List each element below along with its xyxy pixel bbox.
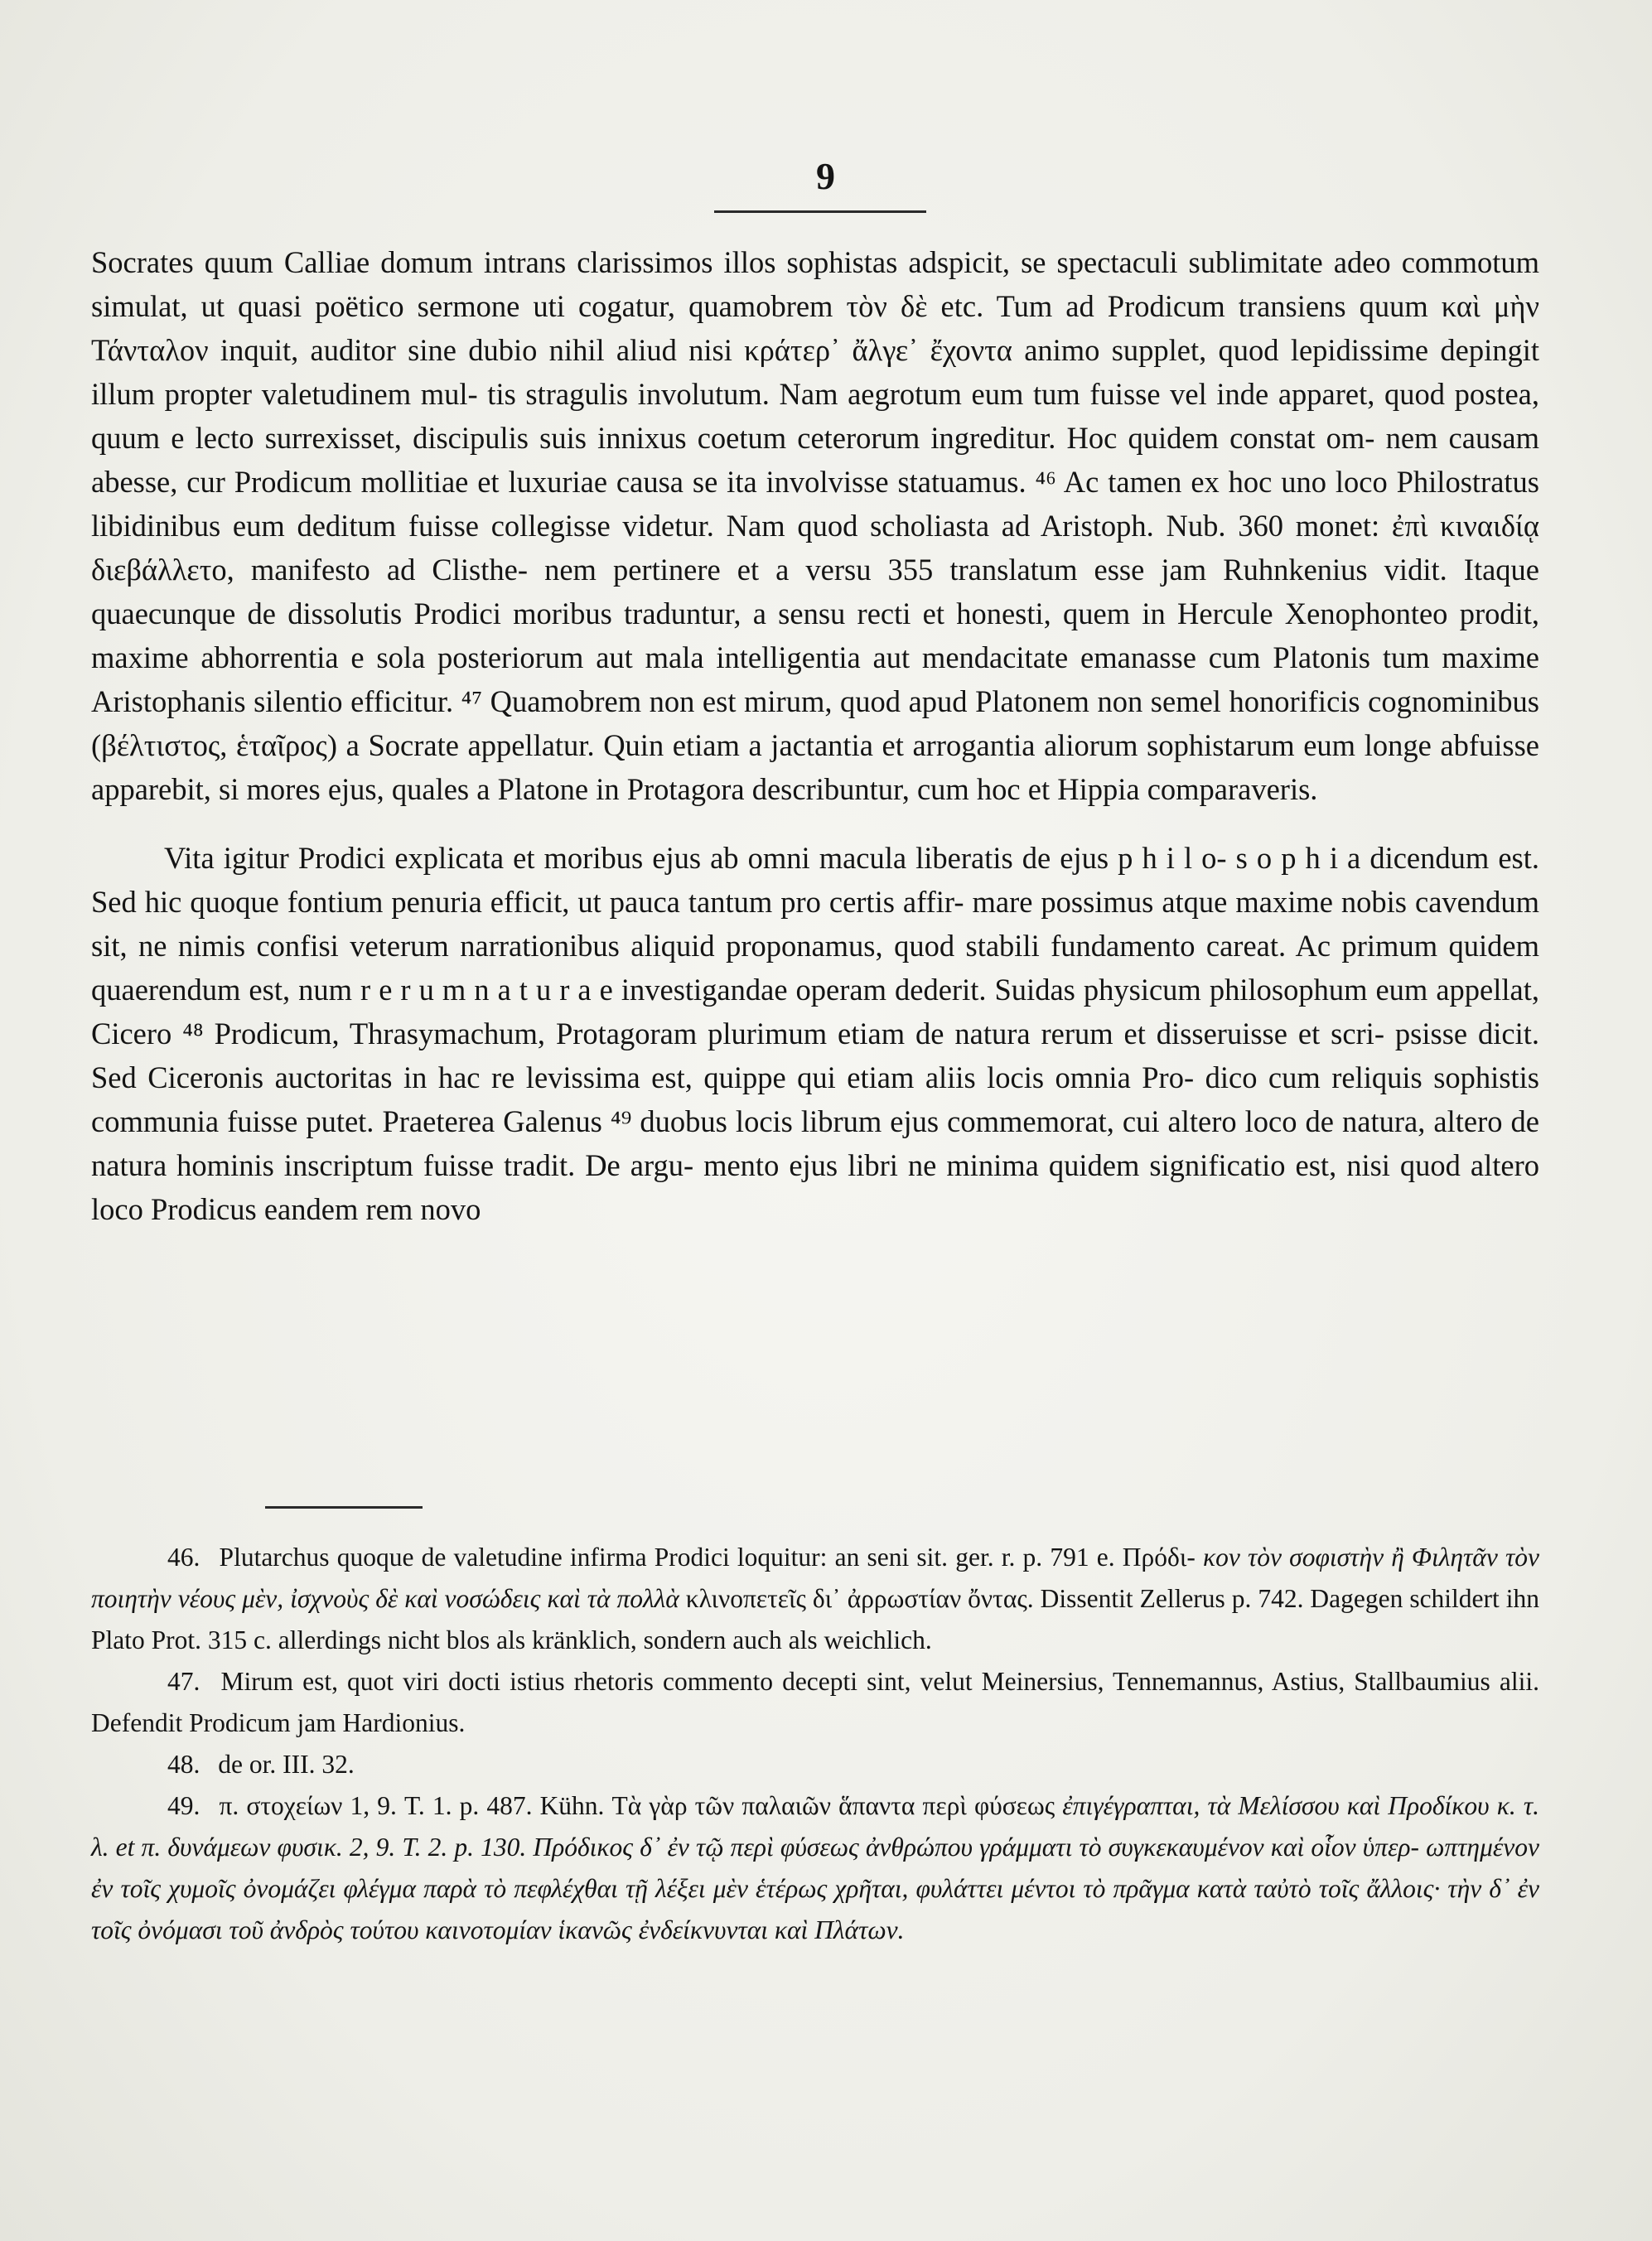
footnote-line: de or. III. 32. [218, 1750, 355, 1779]
page-number: 9 [816, 155, 836, 197]
header-rule [714, 210, 926, 213]
paragraph-1 [91, 240, 1539, 811]
text-line: Prodicum, Thrasymachum, Protagoram plurimum etiam de natura rerum et disseruisse et scri- [214, 1017, 1395, 1050]
text-line: prodit, maxime abhorrentia e sola posteriorum aut mala intelligentia aut mendacitate emanasse [91, 596, 1539, 674]
footnote-line: c. allerdings nicht blos als kränklich, sondern auch als weichlich. [254, 1625, 932, 1654]
footnote-line: κον τὸν σοφιστὴν ἢ Φιλητᾶν τὸν ποιητὴν νέους μὲν, ἰσχνοὺς δὲ καὶ νοσώδεις καὶ τὰ πολλὰ [91, 1543, 1539, 1613]
footnote-46 [91, 1537, 1539, 1661]
footnote-line: Πρόδικος δ᾽ ἐν τῷ περὶ φύσεως ἀνθρώπου γράμματι τὸ συγκεκαυμένον καὶ οἷον ὑπερ- [533, 1833, 1427, 1862]
footnote-line: ἐπιγέγραπται, τὰ Μελίσσου καὶ Προδίκου κ. τ. λ. et π. δυνάμεων φυσικ. 2, 9. T. 2. p. 130. [91, 1791, 1539, 1862]
footnote-line: Mirum est, quot viri docti istius rhetoris commento decepti sint, velut Meinersius, Tennemannus, [220, 1667, 1272, 1696]
footnote-line: κλινοπετεῖς δι᾽ ἀρρωστίαν ὄντας. Dissentit Zellerus p. 742. Dagegen schildert ihn Plato Prot. 315 [91, 1584, 1539, 1654]
footnote-47 [91, 1661, 1539, 1744]
text-line: s o p h i a dicendum est. Sed hic quoque fontium penuria efficit, ut pauca tantum pro certis affir- [91, 841, 1539, 919]
text-line: ejus, quales a Platone in Protagora describuntur, cum hoc et Hippia comparaveris. [327, 772, 1318, 806]
text-line: ad Prodicum transiens quum καὶ μὴν Τάνταλον inquit, auditor sine dubio nihil aliud nisi [91, 289, 1539, 367]
footnote-line: Astius, Stallbaumius alii. Defendit Prodicum jam Hardionius. [91, 1667, 1539, 1737]
text-line: cum Platonis tum maxime Aristophanis silentio efficitur. ⁴⁷ Quamobrem non est mirum, quod [91, 640, 1539, 718]
text-line: nem pertinere et a versu 355 translatum esse jam Ruhnkenius vidit. Itaque quaecunque de [91, 553, 1540, 630]
footnote-number: 48. [167, 1750, 200, 1779]
text-line: Ac tamen ex hoc uno loco Philostratus libidinibus eum deditum fuisse collegisse videtur. Nam [91, 465, 1539, 543]
footnote-line: χρῆται, φυλάττει μέντοι τὸ πρᾶγμα κατὰ ταὐτὸ τοῖς ἄλλοις· τὴν δ᾽ ἐν τοῖς ὀνόμασι τοῦ [91, 1874, 1539, 1944]
main-text [91, 240, 1539, 1231]
footnote-48 [91, 1744, 1539, 1785]
footnote-line: ἀνδρὸς τούτου καινοτομίαν ἱκανῶς ἐνδείκνυνται καὶ Πλάτων. [269, 1915, 905, 1944]
text-line: adeo commotum simulat, ut quasi poëtico sermone uti cogatur, quamobrem τὸν δὲ etc. Tum [91, 245, 1539, 323]
footnote-line: Plutarchus quoque de valetudine infirma Prodici loquitur: an seni sit. ger. r. p. 791 e. Πρόδι- [219, 1543, 1203, 1572]
footnote-49 [91, 1785, 1539, 1951]
footnote-number: 46. [167, 1543, 200, 1572]
text-line: quod scholiasta ad Aristoph. Nub. 360 monet: ἐπὶ κιναιδίᾳ διεβάλλετο, manifesto ad Clisthe- [91, 509, 1539, 587]
text-line: mare possimus atque maxime nobis cavendum sit, ne nimis confisi veterum narrationibus aliquid [91, 885, 1540, 963]
footnotes [91, 1537, 1539, 1951]
footnote-line: ωπτημένον ἐν τοῖς χυμοῖς ὀνομάζει φλέγμα παρὰ τὸ πεφλέχθαι τῇ λέξει μὲν ἑτέρως [91, 1833, 1539, 1903]
text-line: Vita igitur Prodici explicata et moribus ejus ab omni macula liberatis de ejus p h i l o- [164, 841, 1236, 875]
text-line: proponamus, quod stabili fundamento careat. Ac primum quidem quaerendum est, num r e r u m [91, 929, 1539, 1007]
text-line: n a t u r a e investigandae operam dederit. Suidas physicum philosophum eum appellat, Cicero ⁴⁸ [91, 973, 1539, 1050]
text-line: psisse dicit. Sed Ciceronis auctoritas in hac re levissima est, quippe qui etiam aliis locis omnia Pro- [91, 1017, 1540, 1094]
footnote-number: 49. [167, 1791, 200, 1820]
text-line: apud Platonem non semel honorificis cognominibus (βέλτιστος, ἑταῖρος) a Socrate appellatur. [91, 684, 1539, 762]
footnote-line: π. στοχείων 1, 9. T. 1. p. 487. Kühn. Τὰ γὰρ τῶν παλαιῶν ἅπαντα περὶ φύσεως [219, 1791, 1063, 1820]
text-line: nem causam abesse, cur Prodicum mollitiae et luxuriae causa se ita involvisse statuamus. ⁴⁶ [91, 421, 1540, 499]
paragraph-2 [91, 836, 1539, 1231]
text-line: dico cum reliquis sophistis communia fuisse putet. Praeterea Galenus ⁴⁹ duobus locis librum ejus [91, 1060, 1540, 1138]
text-line: Quin etiam a jactantia et arrogantia aliorum sophistarum eum longe abfuisse apparebit, si mores [91, 728, 1539, 806]
text-line: commemorat, cui altero loco de natura, altero de natura hominis inscriptum fuisse tradit. De argu- [91, 1104, 1539, 1182]
text-line: tis stragulis involutum. Nam aegrotum eum tum fuisse vel inde apparet, quod postea, quum e [91, 377, 1539, 455]
footnote-number: 47. [167, 1667, 200, 1696]
text-line: dissolutis Prodici moribus traduntur, a sensu recti et honesti, quem in Hercule Xenophonteo [287, 596, 1460, 630]
text-line: Socrates quum Calliae domum intrans clarissimos illos sophistas adspicit, se spectaculi sublimitate [91, 245, 1334, 279]
text-line: κράτερ᾽ ἄλγε᾽ ἔχοντα animo supplet, quod lepidissime depingit illum propter valetudinem mul- [91, 333, 1539, 411]
text-line: mento ejus libri ne minima quidem significatio est, nisi quod altero loco Prodicus eandem rem novo [91, 1148, 1539, 1226]
text-line: lecto surrexisset, discipulis suis innixus coetum ceterorum ingreditur. Hoc quidem constat om- [195, 421, 1386, 455]
footnote-rule [265, 1506, 423, 1509]
